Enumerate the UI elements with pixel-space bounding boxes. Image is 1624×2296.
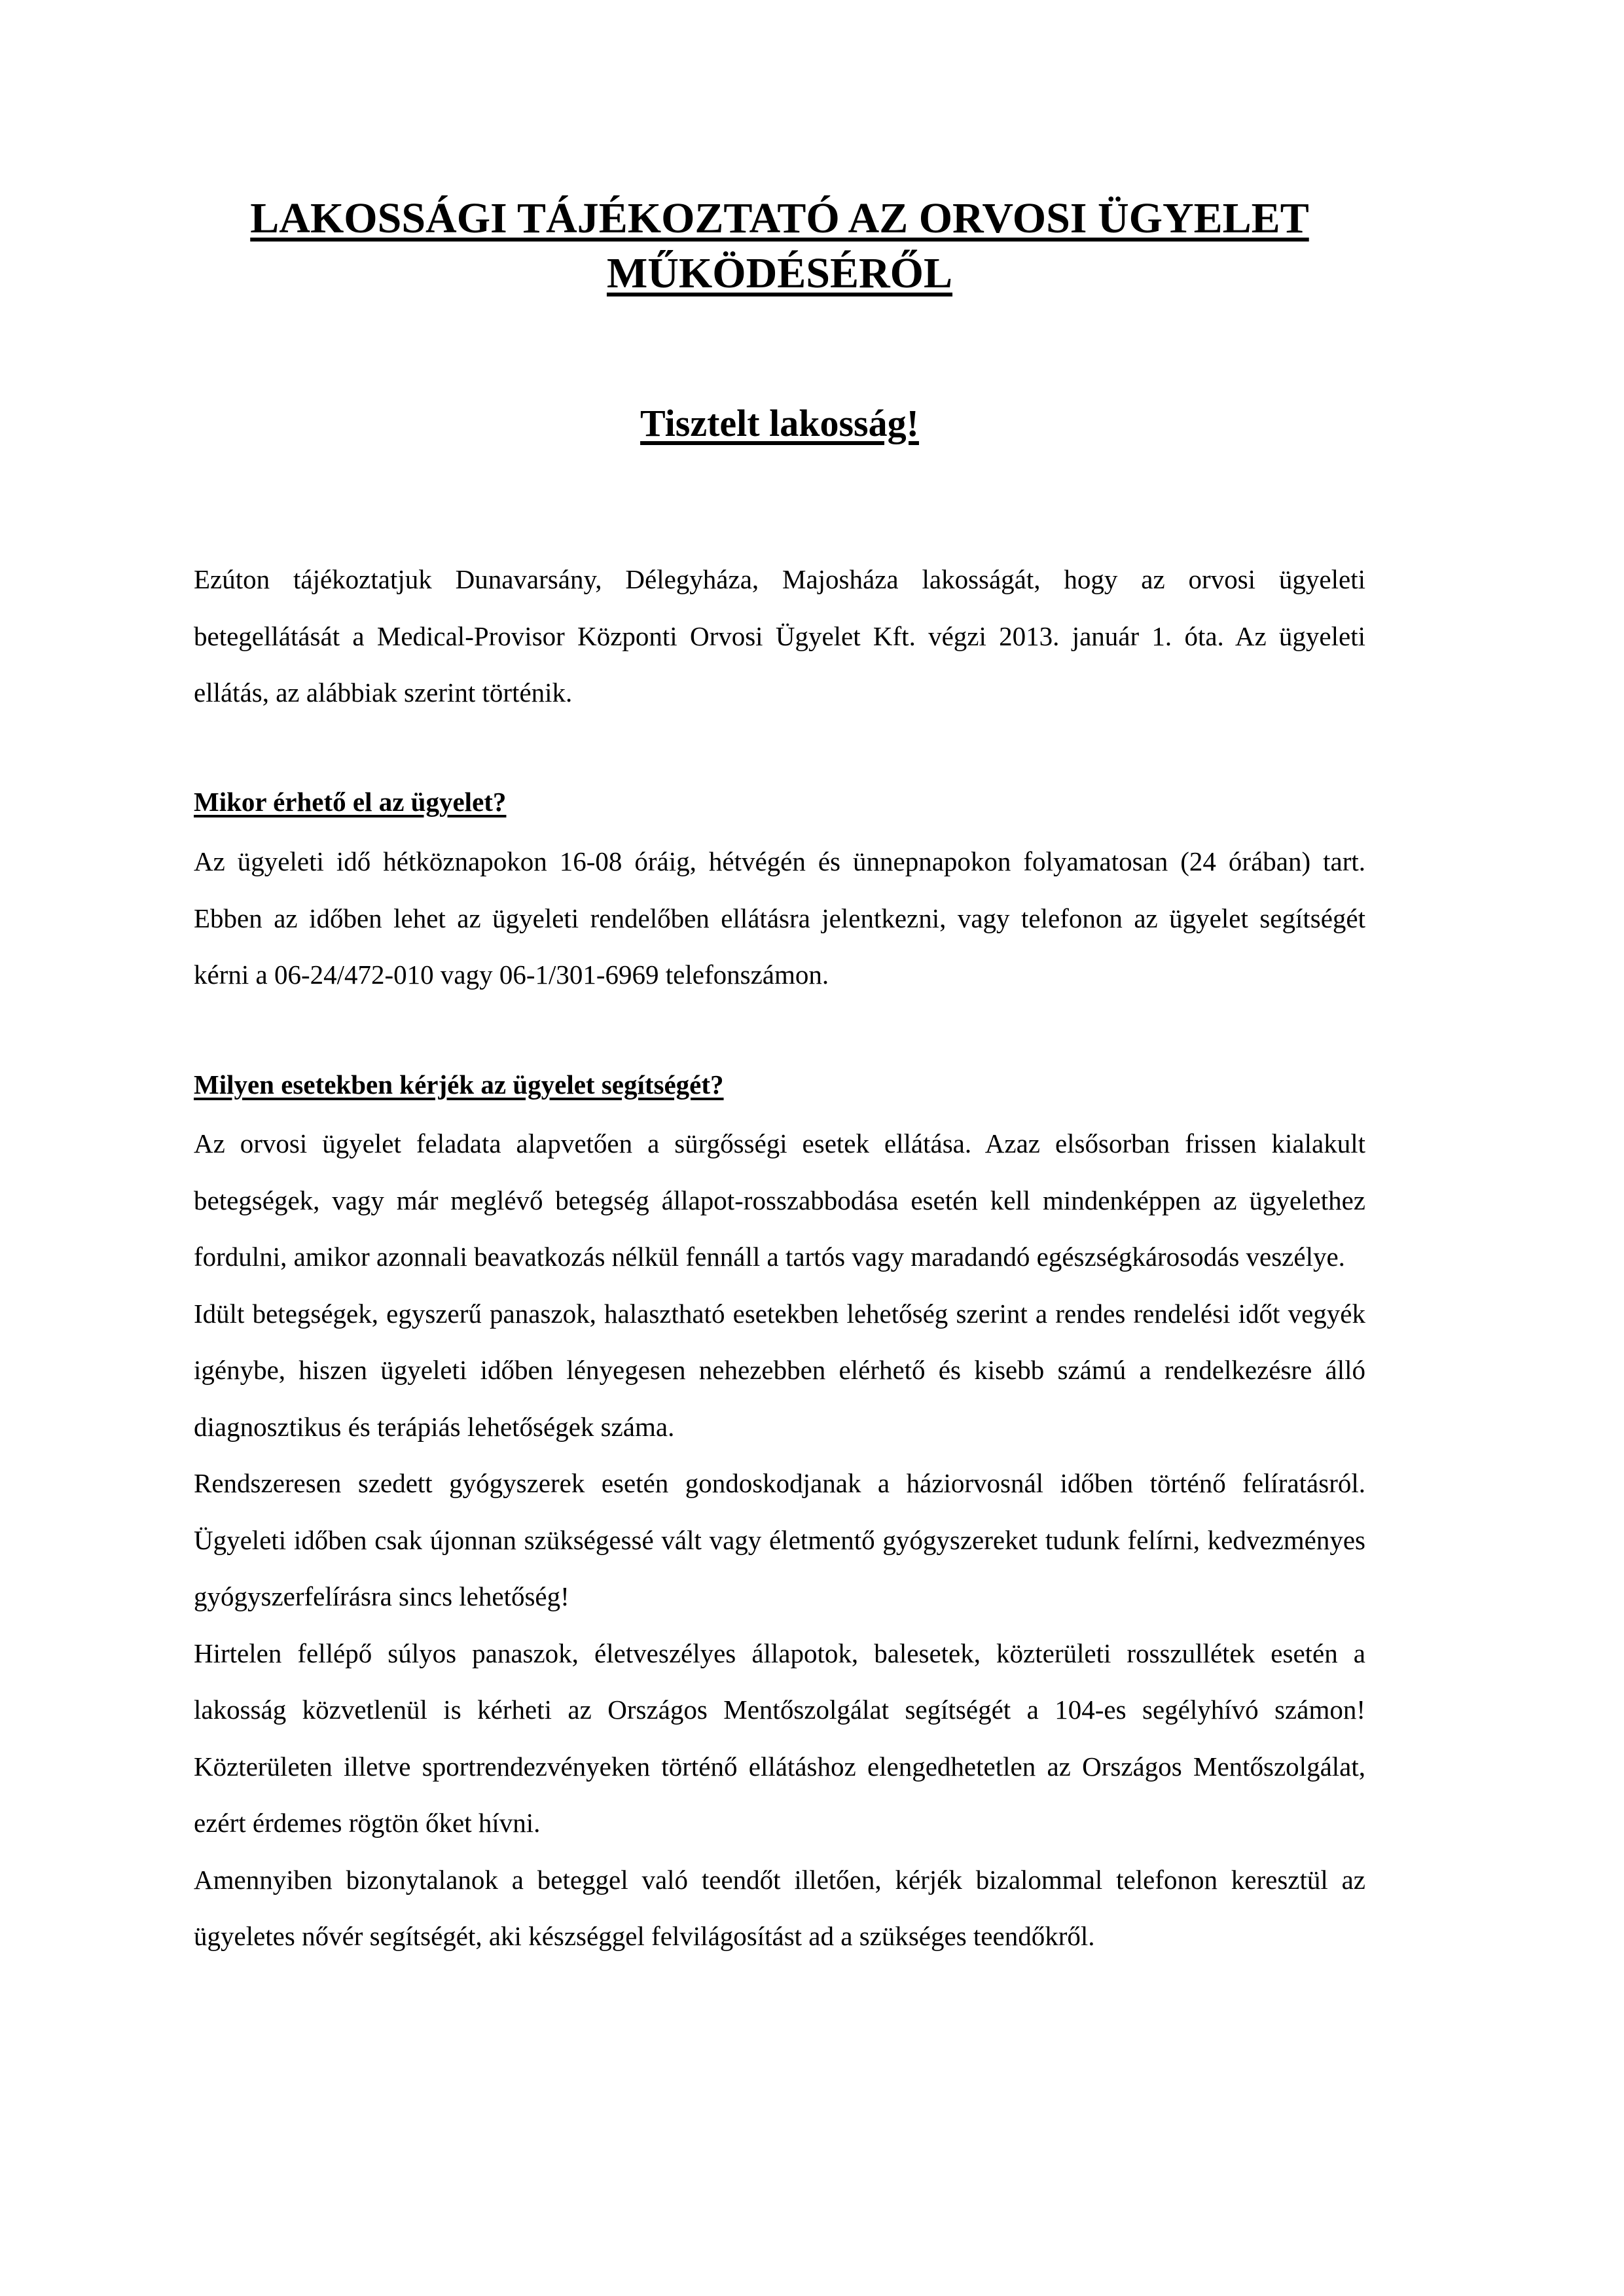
greeting-heading — [194, 401, 1365, 446]
section-availability-body — [194, 833, 1365, 1003]
document-title: LAKOSSÁGI TÁJÉKOZTATÓ AZ ORVOSI ÜGYELET MŰKÖDÉSÉRŐL — [250, 194, 1309, 297]
ambulance-paragraph: Hirtelen fellépő súlyos panaszok, életveszélyes állapotok, balesetek, közterületi rosszullétek esetén a lakosság közvetlenül is kérheti az Országos Mentőszolgálat segítségét a 104-es segélyhívó számon! Közterületen illetve sportrendezvényeken történő ellátáshoz elengedhetetlen az Országos Mentőszolgálat, ezért érdemes rögtön őket hívni. — [194, 1638, 1365, 1838]
availability-paragraph: Az ügyeleti idő hétköznapokon 16-08 óráig, hétvégén és ünnepnapokon folyamatosan (24 órában) tart. Ebben az időben lehet az ügyeleti rendelőben ellátásra jelentkezni, vagy telefonon az ügyelet segítségét kérni a 06-24/472-010 vagy 06-1/301-6969 telefonszámon. — [194, 846, 1365, 990]
section-heading-availability: Mikor érhető el az ügyelet? — [194, 787, 507, 817]
nurse-advice-paragraph: Amennyiben bizonytalanok a beteggel való teendőt illetően, kérjék bizalommal telefonon keresztül az ügyeletes nővér segítségét, aki készséggel felvilágosítást ad a szükséges teendőkről. — [194, 1864, 1365, 1951]
prescriptions-paragraph: Rendszeresen szedett gyógyszerek esetén gondoskodjanak a háziorvosnál időben történő felíratásról. Ügyeleti időben csak újonnan szükségessé vált vagy életmentő gyógyszereket tudunk felírni, kedvezményes gyógyszerfelírásra sincs lehetőség! — [194, 1468, 1365, 1611]
intro-block — [194, 551, 1365, 721]
chronic-conditions-paragraph: Idült betegségek, egyszerű panaszok, halasztható esetekben lehetőség szerint a rendes rendelési időt vegyék igénybe, hiszen ügyeleti időben lényegesen nehezebben elérhető és kisebb számú a rendelkezésre álló diagnosztikus és terápiás lehetőségek száma. — [194, 1298, 1365, 1442]
urgent-care-paragraph: Az orvosi ügyelet feladata alapvetően a sürgősségi esetek ellátása. Azaz elsősorban frissen kialakult betegségek, vagy már meglévő betegség állapot-rosszabbodása esetén kell mindenképpen az ügyelethez fordulni, amikor azonnali beavatkozás nélkül fennáll a tartós vagy maradandó egészségkárosodás veszélye. — [194, 1128, 1365, 1272]
section-heading-when-to-call: Milyen esetekben kérjék az ügyelet segítségét? — [194, 1069, 724, 1100]
intro-paragraph: Ezúton tájékoztatjuk Dunavarsány, Délegyháza, Majosháza lakosságát, hogy az orvosi ügyeleti betegellátását a Medical-Provisor Központi Orvosi Ügyelet Kft. végzi 2013. január 1. óta. Az ügyeleti ellátás, az alábbiak szerint történik. — [194, 564, 1365, 708]
greeting-text: Tisztelt lakosság! — [640, 402, 919, 444]
section-when-to-call-body — [194, 1115, 1365, 1965]
